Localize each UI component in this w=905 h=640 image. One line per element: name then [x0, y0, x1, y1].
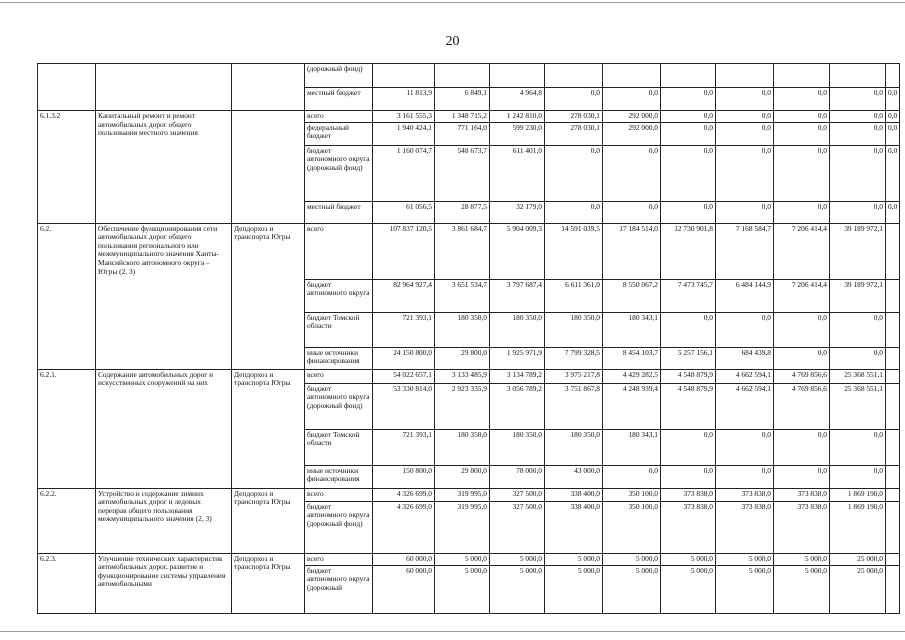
value-cell: 1 869 190,0: [830, 488, 886, 501]
value-cell: 0,0: [661, 145, 716, 201]
value-cell: 0,0: [830, 312, 886, 347]
value-cell: 0,0: [603, 88, 661, 111]
value-cell: 54 022 657,1: [373, 369, 435, 383]
responsible-cell: Депдорхоз и транспорта Югры: [232, 369, 305, 488]
value-cell: 17 184 514,0: [603, 223, 661, 279]
value-cell: 0,0: [774, 88, 830, 111]
table-row: [38, 223, 900, 279]
value-cell: 278 030,1: [545, 122, 603, 145]
value-cell: 0,0: [774, 465, 830, 488]
funding-source-cell: бюджет автономного округа (дорожный: [305, 565, 373, 613]
value-cell: 1 160 074,7: [373, 145, 435, 201]
value-cell: 0,0: [603, 465, 661, 488]
funding-source-cell: всего: [305, 553, 373, 565]
value-cell: 0,0: [774, 122, 830, 145]
value-cell: 7 473 745,7: [661, 279, 716, 312]
value-cell: 4 964,8: [490, 88, 545, 111]
funding-source-cell: иные источники финансирования: [305, 347, 373, 369]
value-cell: 338 400,0: [545, 488, 603, 501]
funding-source-cell: всего: [305, 111, 373, 123]
value-cell: 4 248 939,4: [603, 383, 661, 429]
row-number-cell: 6.2.3.: [38, 553, 96, 613]
funding-source-cell: бюджет автономного округа (дорожный фонд): [305, 501, 373, 553]
value-cell: 5 000,0: [716, 565, 774, 613]
table-row: [38, 553, 900, 565]
value-cell: 0,0: [830, 88, 886, 111]
value-cell: 599 230,0: [490, 122, 545, 145]
table-row: [38, 488, 900, 501]
value-cell: 5 000,0: [661, 553, 716, 565]
value-cell: 0,0: [716, 429, 774, 465]
responsible-cell: [232, 111, 305, 224]
value-cell: 7 206 414,4: [774, 279, 830, 312]
value-cell: 4 326 699,0: [373, 501, 435, 553]
value-cell: 3 056 789,2: [490, 383, 545, 429]
value-cell: 78 000,0: [490, 465, 545, 488]
value-cell: 5 000,0: [435, 553, 490, 565]
value-cell: [490, 64, 545, 88]
value-cell: 25 368 551,1: [830, 383, 886, 429]
value-cell: 0,0: [545, 145, 603, 201]
table-row: [38, 64, 900, 88]
value-cell: 0,0: [774, 111, 830, 123]
value-cell: 1 869 190,0: [830, 501, 886, 553]
funding-source-cell: местный бюджет: [305, 88, 373, 111]
value-cell: 5 000,0: [716, 553, 774, 565]
value-cell: 0,0: [774, 429, 830, 465]
value-cell: 0,0: [716, 145, 774, 201]
value-cell: [661, 64, 716, 88]
value-cell: 0,0: [716, 465, 774, 488]
value-cell: 350 100,0: [603, 488, 661, 501]
value-cell: 12 730 901,8: [661, 223, 716, 279]
value-cell: 4 548 879,9: [661, 383, 716, 429]
table-row: [38, 111, 900, 123]
value-cell: 373 838,0: [774, 488, 830, 501]
value-cell: 180 350,0: [435, 429, 490, 465]
value-cell: 4 769 856,6: [774, 383, 830, 429]
value-cell: 0,0: [830, 201, 886, 223]
value-cell: [603, 64, 661, 88]
event-name-cell: Капитальный ремонт и ремонт автомобильных дорог общего пользования местного значения: [96, 111, 232, 224]
value-cell: [886, 64, 900, 88]
responsible-cell: Депдорхоз и транспорта Югры: [232, 488, 305, 553]
value-cell: [774, 64, 830, 88]
value-cell: 1 925 971,9: [490, 347, 545, 369]
funding-source-cell: всего: [305, 223, 373, 279]
value-cell: 5 000,0: [435, 565, 490, 613]
funding-source-cell: бюджет автономного округа (дорожный фонд): [305, 383, 373, 429]
value-cell: [716, 64, 774, 88]
value-cell: 0,0: [830, 145, 886, 201]
value-cell: 1 940 424,1: [373, 122, 435, 145]
value-cell: 3 133 485,9: [435, 369, 490, 383]
table-row: [38, 369, 900, 383]
value-cell: 338 400,0: [545, 501, 603, 553]
value-cell: 721 393,1: [373, 429, 435, 465]
value-cell: 3 651 534,7: [435, 279, 490, 312]
value-cell: 771 164,0: [435, 122, 490, 145]
value-cell: 150 800,0: [373, 465, 435, 488]
funding-source-cell: всего: [305, 488, 373, 501]
value-cell: 0,0: [830, 465, 886, 488]
value-cell: 0,0: [661, 465, 716, 488]
value-cell: 107 837 120,5: [373, 223, 435, 279]
value-cell: 0,0: [886, 111, 900, 123]
value-cell: 3 797 687,4: [490, 279, 545, 312]
responsible-cell: [232, 64, 305, 111]
funding-source-cell: бюджет Томской области: [305, 429, 373, 465]
value-cell: 548 673,7: [435, 145, 490, 201]
value-cell: 8 550 067,2: [603, 279, 661, 312]
value-cell: 0,0: [603, 145, 661, 201]
top-rule: [0, 2, 905, 3]
value-cell: 0,0: [716, 111, 774, 123]
value-cell: 0,0: [661, 111, 716, 123]
value-cell: 4 662 594,1: [716, 369, 774, 383]
value-cell: 327 500,0: [490, 501, 545, 553]
value-cell: 2 923 335,9: [435, 383, 490, 429]
value-cell: 1 348 715,2: [435, 111, 490, 123]
value-cell: 25 000,0: [830, 565, 886, 613]
value-cell: 0,0: [545, 201, 603, 223]
value-cell: 292 000,0: [603, 111, 661, 123]
value-cell: 25 368 551,1: [830, 369, 886, 383]
page-number: 20: [445, 34, 460, 49]
value-cell: 0,0: [716, 88, 774, 111]
value-cell: 82 964 927,4: [373, 279, 435, 312]
value-cell: 319 995,0: [435, 488, 490, 501]
funding-source-cell: всего: [305, 369, 373, 383]
value-cell: [886, 369, 900, 383]
value-cell: 180 343,1: [603, 312, 661, 347]
value-cell: 373 838,0: [716, 488, 774, 501]
value-cell: 3 134 789,2: [490, 369, 545, 383]
value-cell: 7 206 414,4: [774, 223, 830, 279]
funding-source-cell: бюджет Томской области: [305, 312, 373, 347]
value-cell: 684 439,8: [716, 347, 774, 369]
value-cell: 14 591 039,5: [545, 223, 603, 279]
value-cell: 180 343,1: [603, 429, 661, 465]
event-name-cell: Обеспечение функционирования сети автомобильных дорог общего пользования регионального или межмуниципального значения Ханты-Мансийского автономного округа – Югры (2, 3): [96, 223, 232, 369]
value-cell: 11 813,9: [373, 88, 435, 111]
value-cell: [886, 553, 900, 565]
value-cell: 0,0: [545, 88, 603, 111]
row-number-cell: 6.2.: [38, 223, 96, 369]
table-body: [38, 64, 900, 614]
financing-table: [37, 63, 900, 614]
value-cell: 5 000,0: [774, 553, 830, 565]
value-cell: [886, 347, 900, 369]
value-cell: 0,0: [886, 145, 900, 201]
funding-source-cell: (дорожный фонд): [305, 64, 373, 88]
value-cell: 373 838,0: [661, 488, 716, 501]
value-cell: 39 189 972,1: [830, 223, 886, 279]
value-cell: 28 877,5: [435, 201, 490, 223]
value-cell: 319 995,0: [435, 501, 490, 553]
value-cell: 5 257 156,1: [661, 347, 716, 369]
value-cell: 4 326 699,0: [373, 488, 435, 501]
value-cell: 5 904 009,3: [490, 223, 545, 279]
value-cell: 0,0: [661, 201, 716, 223]
value-cell: 7 799 328,5: [545, 347, 603, 369]
value-cell: 180 350,0: [490, 429, 545, 465]
value-cell: 3 975 217,8: [545, 369, 603, 383]
value-cell: 3 861 684,7: [435, 223, 490, 279]
value-cell: 1 242 810,0: [490, 111, 545, 123]
value-cell: 5 000,0: [545, 553, 603, 565]
value-cell: 0,0: [886, 122, 900, 145]
responsible-cell: Депдорхоз и транспорта Югры: [232, 553, 305, 613]
value-cell: [886, 383, 900, 429]
value-cell: 180 350,0: [490, 312, 545, 347]
value-cell: 278 030,1: [545, 111, 603, 123]
value-cell: [435, 64, 490, 88]
value-cell: 3 161 555,3: [373, 111, 435, 123]
value-cell: 53 330 814,0: [373, 383, 435, 429]
value-cell: 5 000,0: [661, 565, 716, 613]
value-cell: [886, 565, 900, 613]
value-cell: 5 000,0: [603, 553, 661, 565]
funding-source-cell: бюджет автономного округа: [305, 279, 373, 312]
row-number-cell: 6.2.1.: [38, 369, 96, 488]
value-cell: 0,0: [716, 122, 774, 145]
funding-source-cell: бюджет автономного округа (дорожный фонд): [305, 145, 373, 201]
value-cell: [886, 279, 900, 312]
value-cell: 7 168 584,7: [716, 223, 774, 279]
value-cell: 0,0: [774, 312, 830, 347]
value-cell: 5 000,0: [490, 565, 545, 613]
value-cell: 0,0: [830, 347, 886, 369]
value-cell: 4 429 282,5: [603, 369, 661, 383]
value-cell: 3 751 867,8: [545, 383, 603, 429]
value-cell: 373 838,0: [661, 501, 716, 553]
value-cell: 0,0: [886, 201, 900, 223]
value-cell: 60 000,0: [373, 553, 435, 565]
value-cell: 61 056,5: [373, 201, 435, 223]
value-cell: 4 769 856,6: [774, 369, 830, 383]
event-name-cell: Улучшение технических характеристик автомобильных дорог, развитие и функционирование системы управления автомобильными: [96, 553, 232, 613]
bottom-rule: [0, 631, 905, 632]
value-cell: 611 401,0: [490, 145, 545, 201]
value-cell: 5 000,0: [490, 553, 545, 565]
value-cell: 0,0: [830, 429, 886, 465]
value-cell: 60 000,0: [373, 565, 435, 613]
value-cell: 6 611 361,0: [545, 279, 603, 312]
value-cell: 180 350,0: [545, 429, 603, 465]
value-cell: 0,0: [774, 347, 830, 369]
event-name-cell: [96, 64, 232, 111]
value-cell: 5 000,0: [603, 565, 661, 613]
value-cell: [545, 64, 603, 88]
value-cell: [886, 223, 900, 279]
value-cell: 350 100,0: [603, 501, 661, 553]
value-cell: 24 150 800,0: [373, 347, 435, 369]
value-cell: 0,0: [661, 429, 716, 465]
value-cell: 5 000,0: [545, 565, 603, 613]
funding-source-cell: иные источники финансирования: [305, 465, 373, 488]
event-name-cell: Содержание автомобильных дорог и искусственных сооружений на них: [96, 369, 232, 488]
value-cell: 373 838,0: [716, 501, 774, 553]
value-cell: 292 000,0: [603, 122, 661, 145]
responsible-cell: Депдорхоз и транспорта Югры: [232, 223, 305, 369]
value-cell: 8 454 103,7: [603, 347, 661, 369]
value-cell: [886, 429, 900, 465]
value-cell: 5 000,0: [774, 565, 830, 613]
value-cell: 43 000,0: [545, 465, 603, 488]
value-cell: 25 000,0: [830, 553, 886, 565]
value-cell: 0,0: [603, 201, 661, 223]
value-cell: 4 548 879,9: [661, 369, 716, 383]
value-cell: [830, 64, 886, 88]
event-name-cell: Устройство и содержание зимних автомобильных дорог и ледовых переправ общего пользования межмуниципального значения (2, 3): [96, 488, 232, 553]
value-cell: [886, 488, 900, 501]
value-cell: 0,0: [830, 111, 886, 123]
value-cell: 327 500,0: [490, 488, 545, 501]
value-cell: [886, 465, 900, 488]
row-number-cell: [38, 64, 96, 111]
value-cell: 6 484 144,9: [716, 279, 774, 312]
value-cell: 180 350,0: [435, 312, 490, 347]
value-cell: 4 662 594,1: [716, 383, 774, 429]
row-number-cell: 6.2.2.: [38, 488, 96, 553]
funding-source-cell: федеральный бюджет: [305, 122, 373, 145]
value-cell: 0,0: [886, 88, 900, 111]
value-cell: 0,0: [716, 201, 774, 223]
value-cell: 0,0: [774, 201, 830, 223]
value-cell: 32 179,0: [490, 201, 545, 223]
value-cell: 29 800,0: [435, 465, 490, 488]
value-cell: 0,0: [661, 312, 716, 347]
value-cell: [886, 501, 900, 553]
value-cell: 39 189 972,1: [830, 279, 886, 312]
value-cell: 0,0: [661, 88, 716, 111]
value-cell: 29 800,0: [435, 347, 490, 369]
value-cell: [373, 64, 435, 88]
row-number-cell: 6.1.3.2: [38, 111, 96, 224]
value-cell: [886, 312, 900, 347]
value-cell: 0,0: [716, 312, 774, 347]
value-cell: 0,0: [830, 122, 886, 145]
value-cell: 373 838,0: [774, 501, 830, 553]
value-cell: 6 849,1: [435, 88, 490, 111]
value-cell: 180 350,0: [545, 312, 603, 347]
value-cell: 0,0: [774, 145, 830, 201]
funding-source-cell: местный бюджет: [305, 201, 373, 223]
value-cell: 721 393,1: [373, 312, 435, 347]
value-cell: 0,0: [661, 122, 716, 145]
